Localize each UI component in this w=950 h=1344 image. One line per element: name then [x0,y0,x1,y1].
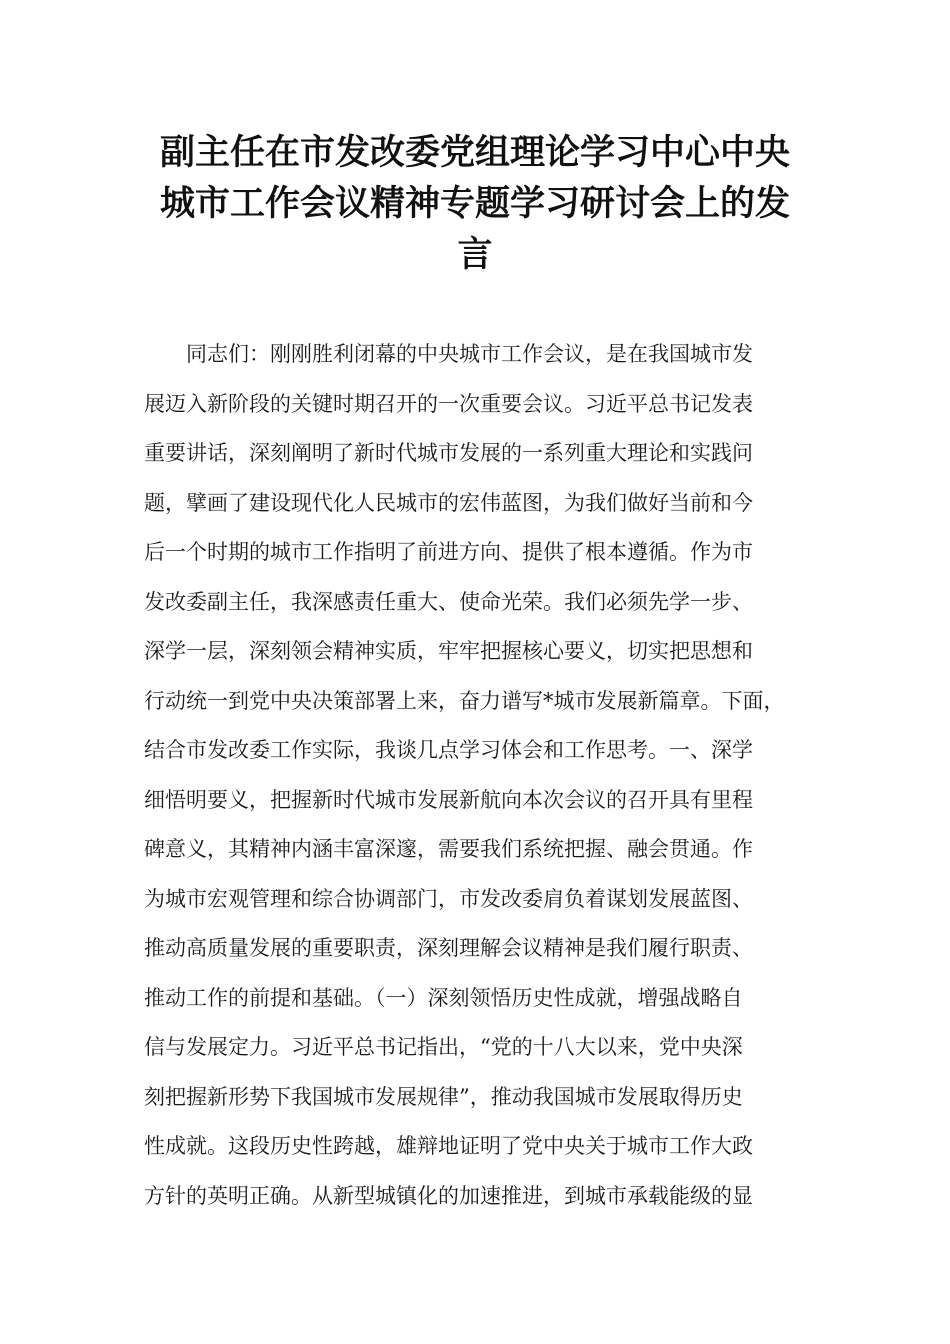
body-line: 同志们：刚刚胜利闭幕的中央城市工作会议，是在我国城市发 [144,342,753,366]
body-line: 展迈入新阶段的关键时期召开的一次重要会议。习近平总书记发表 [144,391,753,416]
body-line: 信与发展定力。习近平总书记指出，“党的十八大以来，党中央深 [144,1035,743,1059]
body-line: 发改委副主任，我深感责任重大、使命光荣。我们必须先学一步、 [144,589,753,614]
body-line: 题，擘画了建设现代化人民城市的宏伟蓝图，为我们做好当前和今 [144,490,753,515]
body-line: 为城市宏观管理和综合协调部门，市发改委肩负着谋划发展蓝图、 [144,886,753,911]
body-line: 后一个时期的城市工作指明了前进方向、提供了根本遵循。作为市 [144,540,753,564]
body-line: 推动高质量发展的重要职责，深刻理解会议精神是我们履行职责、 [144,936,753,960]
body-line: 重要讲话，深刻阐明了新时代城市发展的一系列重大理论和实践问 [144,441,753,465]
document-title [140,128,810,281]
body-line: 性成就。这段历史性跨越，雄辩地证明了党中央关于城市工作大政 [144,1134,753,1158]
title-line-3: 言 [457,235,493,275]
body-line: 方针的英明正确。从新型城镇化的加速推进，到城市承载能级的显 [144,1183,753,1208]
title-line-1: 副主任在市发改委党组理论学习中心中央 [159,133,790,173]
body-line: 行动统一到党中央决策部署上来，奋力谱写*城市发展新篇章。下面， [144,688,785,713]
body-line: 深学一层，深刻领会精神实质，牢牢把握核心要义，切实把思想和 [144,639,753,663]
body-line: 结合市发改委工作实际，我谈几点学习体会和工作思考。一、深学 [144,738,753,762]
body-line: 碑意义，其精神内涵丰富深邃，需要我们系统把握、融会贯通。作 [144,837,753,861]
body-line: 刻把握新形势下我国城市发展规律”，推动我国城市发展取得历史 [144,1084,743,1109]
body-line: 推动工作的前提和基础。（一）深刻领悟历史性成就，增强战略自 [144,985,743,1010]
title-line-2: 城市工作会议精神专题学习研讨会上的发 [159,184,790,224]
body-line: 细悟明要义，把握新时代城市发展新航向本次会议的召开具有里程 [144,787,753,812]
document-body [144,330,834,1221]
